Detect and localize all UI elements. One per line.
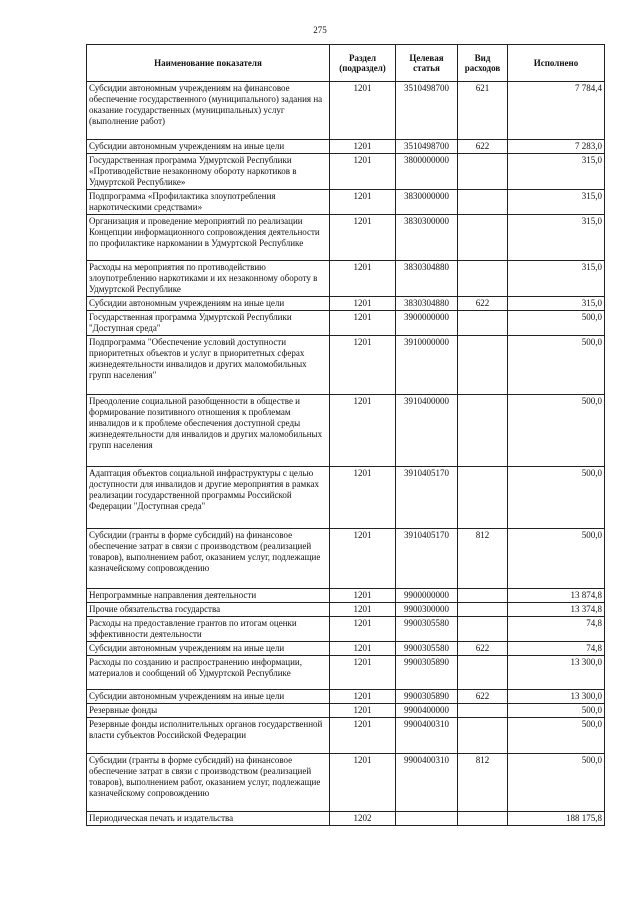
- row-section-cell: 1201: [330, 311, 396, 336]
- row-amount-cell: 13 374,8: [508, 603, 605, 617]
- row-name-cell: Субсидии автономным учреждениям на финансовое обеспечение государственного (муниципального) задания на оказание государственных (муниципальных) услуг (выполнение работ): [87, 82, 330, 140]
- row-amount-cell: 500,0: [508, 467, 605, 529]
- row-amount-cell: 500,0: [508, 704, 605, 718]
- row-expense-cell: [458, 190, 508, 215]
- row-amount-cell: 13 300,0: [508, 690, 605, 704]
- table-row: [87, 690, 605, 704]
- row-expense-cell: [458, 603, 508, 617]
- row-name-cell: Субсидии автономным учреждениям на иные цели: [87, 297, 330, 311]
- row-target-cell: 3830304880: [396, 261, 458, 297]
- table-row: [87, 754, 605, 812]
- row-expense-cell: 622: [458, 297, 508, 311]
- table-row: [87, 642, 605, 656]
- row-target-cell: 9900400310: [396, 718, 458, 754]
- table-header: [87, 45, 605, 82]
- row-section-cell: 1201: [330, 529, 396, 589]
- table-row: [87, 617, 605, 642]
- row-name-cell: Субсидии автономным учреждениям на иные цели: [87, 140, 330, 154]
- table-row: [87, 704, 605, 718]
- row-amount-cell: 315,0: [508, 190, 605, 215]
- row-amount-cell: 500,0: [508, 754, 605, 812]
- page-number: 275: [313, 25, 327, 35]
- row-section-cell: 1201: [330, 656, 396, 690]
- table-row: [87, 140, 605, 154]
- row-amount-cell: 500,0: [508, 718, 605, 754]
- row-amount-cell: 315,0: [508, 154, 605, 190]
- row-name-cell: Подпрограмма "Обеспечение условий доступности приоритетных объектов и услуг в приоритетных сферах жизнедеятельности инвалидов и других маломобильных групп населения": [87, 336, 330, 395]
- table-body: [87, 82, 605, 826]
- row-section-cell: 1201: [330, 617, 396, 642]
- row-expense-cell: [458, 261, 508, 297]
- table-row: [87, 718, 605, 754]
- table-row: [87, 190, 605, 215]
- row-expense-cell: [458, 812, 508, 826]
- row-target-cell: 3900000000: [396, 311, 458, 336]
- row-expense-cell: 622: [458, 642, 508, 656]
- table-row: [87, 529, 605, 589]
- header-section: Раздел (подраздел): [330, 45, 396, 82]
- row-name-cell: Резервные фонды исполнительных органов государственной власти субъектов Российской Федерации: [87, 718, 330, 754]
- row-target-cell: 3910405170: [396, 529, 458, 589]
- row-target-cell: 3910000000: [396, 336, 458, 395]
- row-amount-cell: 500,0: [508, 336, 605, 395]
- row-target-cell: 3800000000: [396, 154, 458, 190]
- header-row: [87, 45, 605, 82]
- row-name-cell: Государственная программа Удмуртской Республики "Доступная среда": [87, 311, 330, 336]
- row-target-cell: 9900300000: [396, 603, 458, 617]
- row-section-cell: 1201: [330, 754, 396, 812]
- table-row: [87, 297, 605, 311]
- row-name-cell: Субсидии (гранты в форме субсидий) на финансовое обеспечение затрат в связи с производством (реализацией товаров), выполнением работ, оказанием услуг, подлежащие казначейскому сопровождению: [87, 754, 330, 812]
- table-row: [87, 603, 605, 617]
- row-name-cell: Государственная программа Удмуртской Республики «Противодействие незаконному обороту наркотиков в Удмуртской Республике»: [87, 154, 330, 190]
- row-name-cell: Субсидии автономным учреждениям на иные цели: [87, 690, 330, 704]
- row-amount-cell: 13 874,8: [508, 589, 605, 603]
- row-expense-cell: [458, 617, 508, 642]
- row-amount-cell: 188 175,8: [508, 812, 605, 826]
- row-name-cell: Расходы на предоставление грантов по итогам оценки эффективности деятельности: [87, 617, 330, 642]
- row-section-cell: 1201: [330, 704, 396, 718]
- row-target-cell: 9900400310: [396, 754, 458, 812]
- row-amount-cell: 7 784,4: [508, 82, 605, 140]
- row-expense-cell: [458, 656, 508, 690]
- row-name-cell: Расходы на мероприятия по противодействию злоупотреблению наркотиками и их незаконному обороту в Удмуртской Республике: [87, 261, 330, 297]
- row-amount-cell: 74,8: [508, 642, 605, 656]
- row-target-cell: 3510498700: [396, 140, 458, 154]
- row-name-cell: Прочие обязательства государства: [87, 603, 330, 617]
- row-expense-cell: [458, 589, 508, 603]
- row-expense-cell: [458, 215, 508, 261]
- row-expense-cell: [458, 336, 508, 395]
- table-row: [87, 589, 605, 603]
- row-expense-cell: 622: [458, 140, 508, 154]
- row-amount-cell: 500,0: [508, 311, 605, 336]
- row-name-cell: Субсидии (гранты в форме субсидий) на финансовое обеспечение затрат в связи с производством (реализацией товаров), выполнением работ, оказанием услуг, подлежащие казначейскому сопровождению: [87, 529, 330, 589]
- row-section-cell: 1201: [330, 215, 396, 261]
- row-expense-cell: 621: [458, 82, 508, 140]
- row-amount-cell: 315,0: [508, 297, 605, 311]
- row-amount-cell: 74,8: [508, 617, 605, 642]
- row-target-cell: 9900305890: [396, 656, 458, 690]
- row-expense-cell: [458, 311, 508, 336]
- row-target-cell: 9900305890: [396, 690, 458, 704]
- row-expense-cell: 622: [458, 690, 508, 704]
- row-name-cell: Организация и проведение мероприятий по реализации Концепции информационного сопровождения деятельности по профилактике наркомании в Удмуртской Республике: [87, 215, 330, 261]
- row-name-cell: Резервные фонды: [87, 704, 330, 718]
- table-row: [87, 467, 605, 529]
- row-target-cell: 3830000000: [396, 190, 458, 215]
- table-row: [87, 336, 605, 395]
- row-section-cell: 1201: [330, 589, 396, 603]
- header-target: Целевая статья: [396, 45, 458, 82]
- row-target-cell: 9900400000: [396, 704, 458, 718]
- row-name-cell: Расходы по созданию и распространению информации, материалов и сообщений об Удмуртской Республике: [87, 656, 330, 690]
- row-expense-cell: [458, 154, 508, 190]
- row-target-cell: 9900305580: [396, 617, 458, 642]
- row-section-cell: 1201: [330, 297, 396, 311]
- row-section-cell: 1201: [330, 718, 396, 754]
- row-target-cell: 9900000000: [396, 589, 458, 603]
- row-target-cell: 3910400000: [396, 395, 458, 467]
- table-row: [87, 812, 605, 826]
- table-row: [87, 395, 605, 467]
- row-amount-cell: 500,0: [508, 395, 605, 467]
- row-name-cell: Периодическая печать и издательства: [87, 812, 330, 826]
- row-expense-cell: [458, 467, 508, 529]
- row-section-cell: 1202: [330, 812, 396, 826]
- row-section-cell: 1201: [330, 261, 396, 297]
- row-section-cell: 1201: [330, 395, 396, 467]
- row-amount-cell: 315,0: [508, 261, 605, 297]
- table-row: [87, 311, 605, 336]
- table-row: [87, 215, 605, 261]
- row-amount-cell: 13 300,0: [508, 656, 605, 690]
- row-expense-cell: 812: [458, 529, 508, 589]
- table-row: [87, 82, 605, 140]
- row-target-cell: [396, 812, 458, 826]
- row-amount-cell: 7 283,0: [508, 140, 605, 154]
- row-section-cell: 1201: [330, 154, 396, 190]
- row-section-cell: 1201: [330, 642, 396, 656]
- table-row: [87, 261, 605, 297]
- row-section-cell: 1201: [330, 82, 396, 140]
- row-target-cell: 9900305580: [396, 642, 458, 656]
- row-target-cell: 3910405170: [396, 467, 458, 529]
- row-target-cell: 3510498700: [396, 82, 458, 140]
- row-section-cell: 1201: [330, 190, 396, 215]
- header-name: Наименование показателя: [87, 45, 330, 82]
- row-expense-cell: 812: [458, 754, 508, 812]
- table-row: [87, 154, 605, 190]
- row-name-cell: Адаптация объектов социальной инфраструктуры с целью доступности для инвалидов и другие мероприятия в рамках реализации государственной программы Российской Федерации "Доступная среда": [87, 467, 330, 529]
- header-expense: Вид расходов: [458, 45, 508, 82]
- row-name-cell: Преодоление социальной разобщенности в обществе и формирование позитивного отношения к проблемам инвалидов и к проблеме обеспечения доступной среды жизнедеятельности для инвалидов и других маломобильных групп населения: [87, 395, 330, 467]
- row-section-cell: 1201: [330, 467, 396, 529]
- table-row: [87, 656, 605, 690]
- row-section-cell: 1201: [330, 336, 396, 395]
- row-target-cell: 3830300000: [396, 215, 458, 261]
- row-expense-cell: [458, 718, 508, 754]
- row-name-cell: Непрограммные направления деятельности: [87, 589, 330, 603]
- row-section-cell: 1201: [330, 690, 396, 704]
- row-expense-cell: [458, 395, 508, 467]
- row-section-cell: 1201: [330, 603, 396, 617]
- row-section-cell: 1201: [330, 140, 396, 154]
- row-amount-cell: 500,0: [508, 529, 605, 589]
- row-name-cell: Субсидии автономным учреждениям на иные цели: [87, 642, 330, 656]
- budget-execution-table: [86, 44, 605, 826]
- header-amount: Исполнено: [508, 45, 605, 82]
- row-name-cell: Подпрограмма «Профилактика злоупотребления наркотическими средствами»: [87, 190, 330, 215]
- row-amount-cell: 315,0: [508, 215, 605, 261]
- row-target-cell: 3830304880: [396, 297, 458, 311]
- row-expense-cell: [458, 704, 508, 718]
